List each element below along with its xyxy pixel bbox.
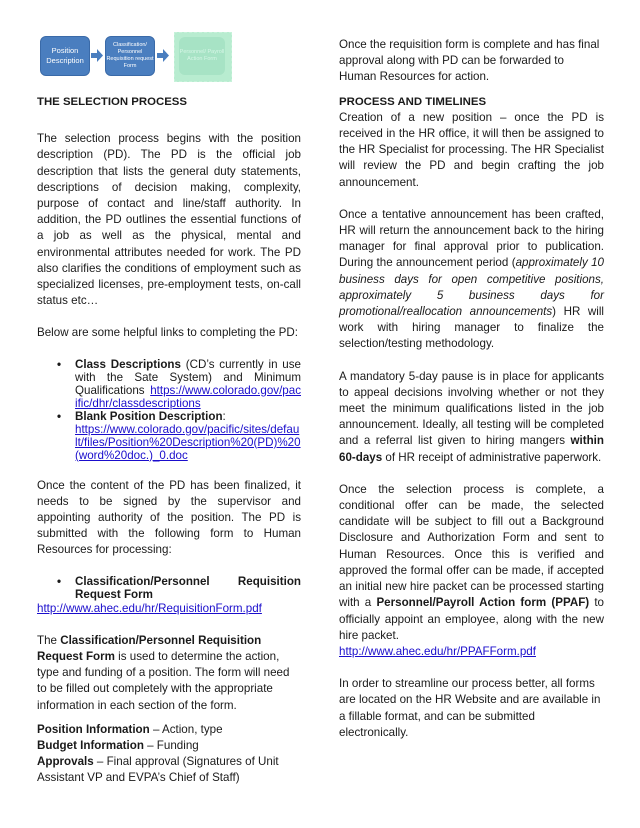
section-heading-process-timelines: PROCESS AND TIMELINES [339,95,487,108]
blank-position-description-link[interactable]: https://www.colorado.gov/pacific/sites/default/files/Position%20Description%20(PD)%20(word%20doc.)_0.doc [75,422,301,462]
bullet-icon: • [57,574,62,588]
class-descriptions-link[interactable]: https://www.colorado.gov/pacific/dhr/classdescriptions [75,383,301,410]
requisition-form-link[interactable]: http://www.ahec.edu/hr/RequisitionForm.pdf [37,601,262,615]
mandatory-pause-paragraph: A mandatory 5-day pause is in place for applicants to appeal decisions involving whether or not they meet the minimum qualifications listed in the job announcement. Ideally, all testing will be completed and a referral list given to hiring mangers within 60-days of HR receipt of administrative paperwork. [339,369,604,464]
helpful-links-list [37,358,301,462]
process-flow-diagram [40,36,230,78]
arrow-right-icon [157,49,169,62]
selection-intro-paragraph: The selection process begins with the position description (PD). The PD is the official job description that lists the general duty statements, descriptions of decision making, complexity, purpose of contact and line/staff authority. In addition, the PD outlines the essential functions of a job as well as the physical, mental and environmental attributes needed for work. The PD also clarifies the conditions of employment such as specialized licenses, pre-employment tests, on-call status etc… [37,132,301,308]
list-item-requisition-form: • Classification/Personnel Requisition Request Form [57,574,301,601]
ppaf-form-link[interactable]: http://www.ahec.edu/hr/PPAFForm.pdf [339,644,536,658]
right-column [339,37,604,741]
creation-paragraph: Creation of a new position – once the PD is received in the HR office, it will then be assigned to the HR Specialist for processing. The HR Specialist will review the PD and begin crafting the job announcement. [339,110,604,189]
bullet-icon: • [57,357,62,371]
diagram-box-requisition-form: Classification/ Personnel Requisition request Form [105,36,155,76]
streamline-paragraph: In order to streamline our process better, all forms are located on the HR Website and are available in a fillable format, and can be submitted electronically. [339,677,601,739]
left-column [37,94,301,787]
list-item-blank-position-description: • Blank Position Description: https://www.colorado.gov/pacific/sites/default/files/Position%20Description%20(PD)%20(word%20doc.)_0.doc [57,409,301,462]
section-budget-information: Budget Information – Funding [37,739,199,753]
diagram-highlight [174,32,232,82]
helpful-links-intro: Below are some helpful links to completing the PD: [37,326,298,340]
diagram-box-position-description: Position Description [40,36,90,76]
bullet-icon: • [57,409,62,423]
section-heading-selection-process: THE SELECTION PROCESS [37,96,187,108]
diagram-box-payroll-action-form: Personnel/ Payroll Action Form [179,37,225,75]
conditional-offer-paragraph: Once the selection process is complete, a conditional offer can be made, the selected candidate will be subject to fill out a Background Disclosure and Authorization Form and sent to Human Resources. Once this is verified and approved the formal offer can be made, if accepted an initial new hire packet can be processed starting with a Personnel/Payroll Action form (PPAF) to officially appoint an employee, along with the new hire packet. [339,482,604,642]
announcement-paragraph: Once a tentative announcement has been crafted, HR will return the announcement back to the hiring manager for final approval prior to publication. During the announcement period (approximately 10 business days for open competitive positions, approximately 5 business days for promotional/reallocation announcements) HR will work with hiring manager to finalize the selection/testing methodology. [339,207,605,351]
requisition-complete-paragraph: Once the requisition form is complete and has final approval along with PD can be forwarded to Human Resources for action. [339,38,600,84]
arrow-right-icon [91,49,103,62]
list-item-class-descriptions: • Class Descriptions (CD’s currently in use with the Sate System) and Minimum Qualifications https://www.colorado.gov/pacific/dhr/classdescriptions [57,357,302,410]
section-position-information: Position Information – Action, type [37,722,223,736]
requisition-form-description: The Classification/Personnel Requisition Request Form is used to determine the action, type and funding of a position. The form will need to be filled out completely with the appropriate information in each section of the form. [37,633,290,712]
pd-finalized-paragraph: Once the content of the PD has been finalized, it needs to be signed by the supervisor and appointing authority of the position. The PD is submitted with the following form to Human Resources for processing: [37,478,301,557]
section-approvals: Approvals – Final approval (Signatures of Unit Assistant VP and EVPA’s Chief of Staff) [37,755,279,785]
form-list [37,575,301,601]
